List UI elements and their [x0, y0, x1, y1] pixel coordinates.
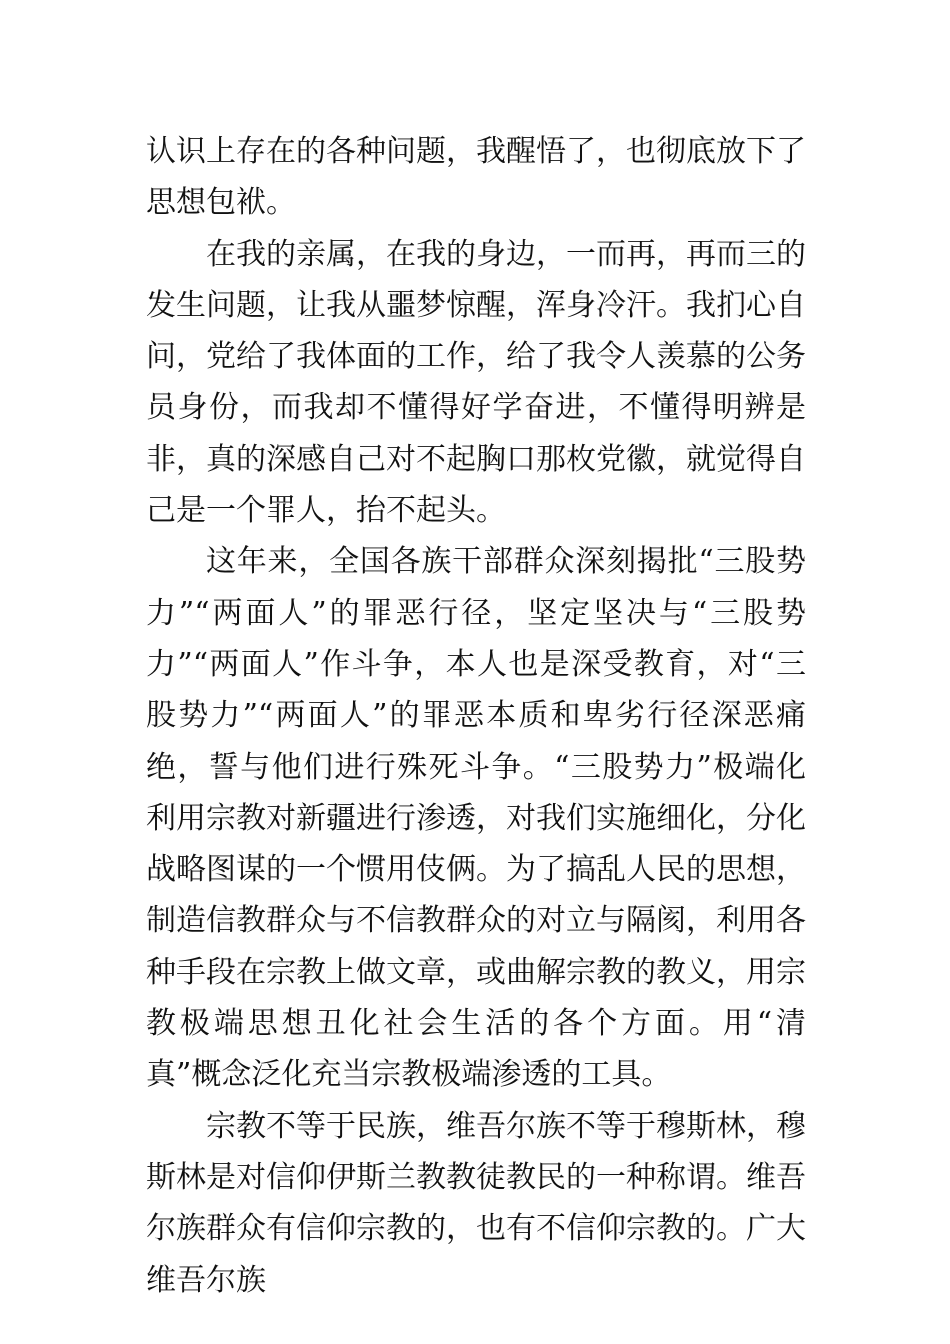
paragraph-continued: 认识上存在的各种问题，我醒悟了，也彻底放下了思想包袱。 [146, 134, 806, 221]
body-text [146, 126, 806, 1306]
paragraph: 在我的亲属，在我的身边，一而再，再而三的发生问题，让我从噩梦惊醒，浑身冷汗。我扪心自问，党给了我体面的工作，给了我令人羡慕的公务员身份，而我却不懂得好学奋进，不懂得明辨是非，真的深感自己对不起胸口那枚党徽，就觉得自己是一个罪人，抬不起头。 [146, 236, 806, 529]
paragraph: 宗教不等于民族，维吾尔族不等于穆斯林，穆斯林是对信仰伊斯兰教教徒教民的一种称谓。维吾尔族群众有信仰宗教的，也有不信仰宗教的。广大维吾尔族 [146, 1108, 806, 1298]
paragraph: 这年来，全国各族干部群众深刻揭批“三股势力”“两面人”的罪恶行径，坚定坚决与“三股势力”“两面人”作斗争，本人也是深受教育，对“三股势力”“两面人”的罪恶本质和卑劣行径深恶痛绝，誓与他们进行殊死斗争。“三股势力”极端化利用宗教对新疆进行渗透，对我们实施细化，分化战略图谋的一个惯用伎俩。为了搞乱人民的思想，制造信教群众与不信教群众的对立与隔阂，利用各种手段在宗教上做文章，或曲解宗教的教义，用宗教极端思想丑化社会生活的各个方面。用“清真”概念泛化充当宗教极端渗透的工具。 [146, 544, 806, 1093]
